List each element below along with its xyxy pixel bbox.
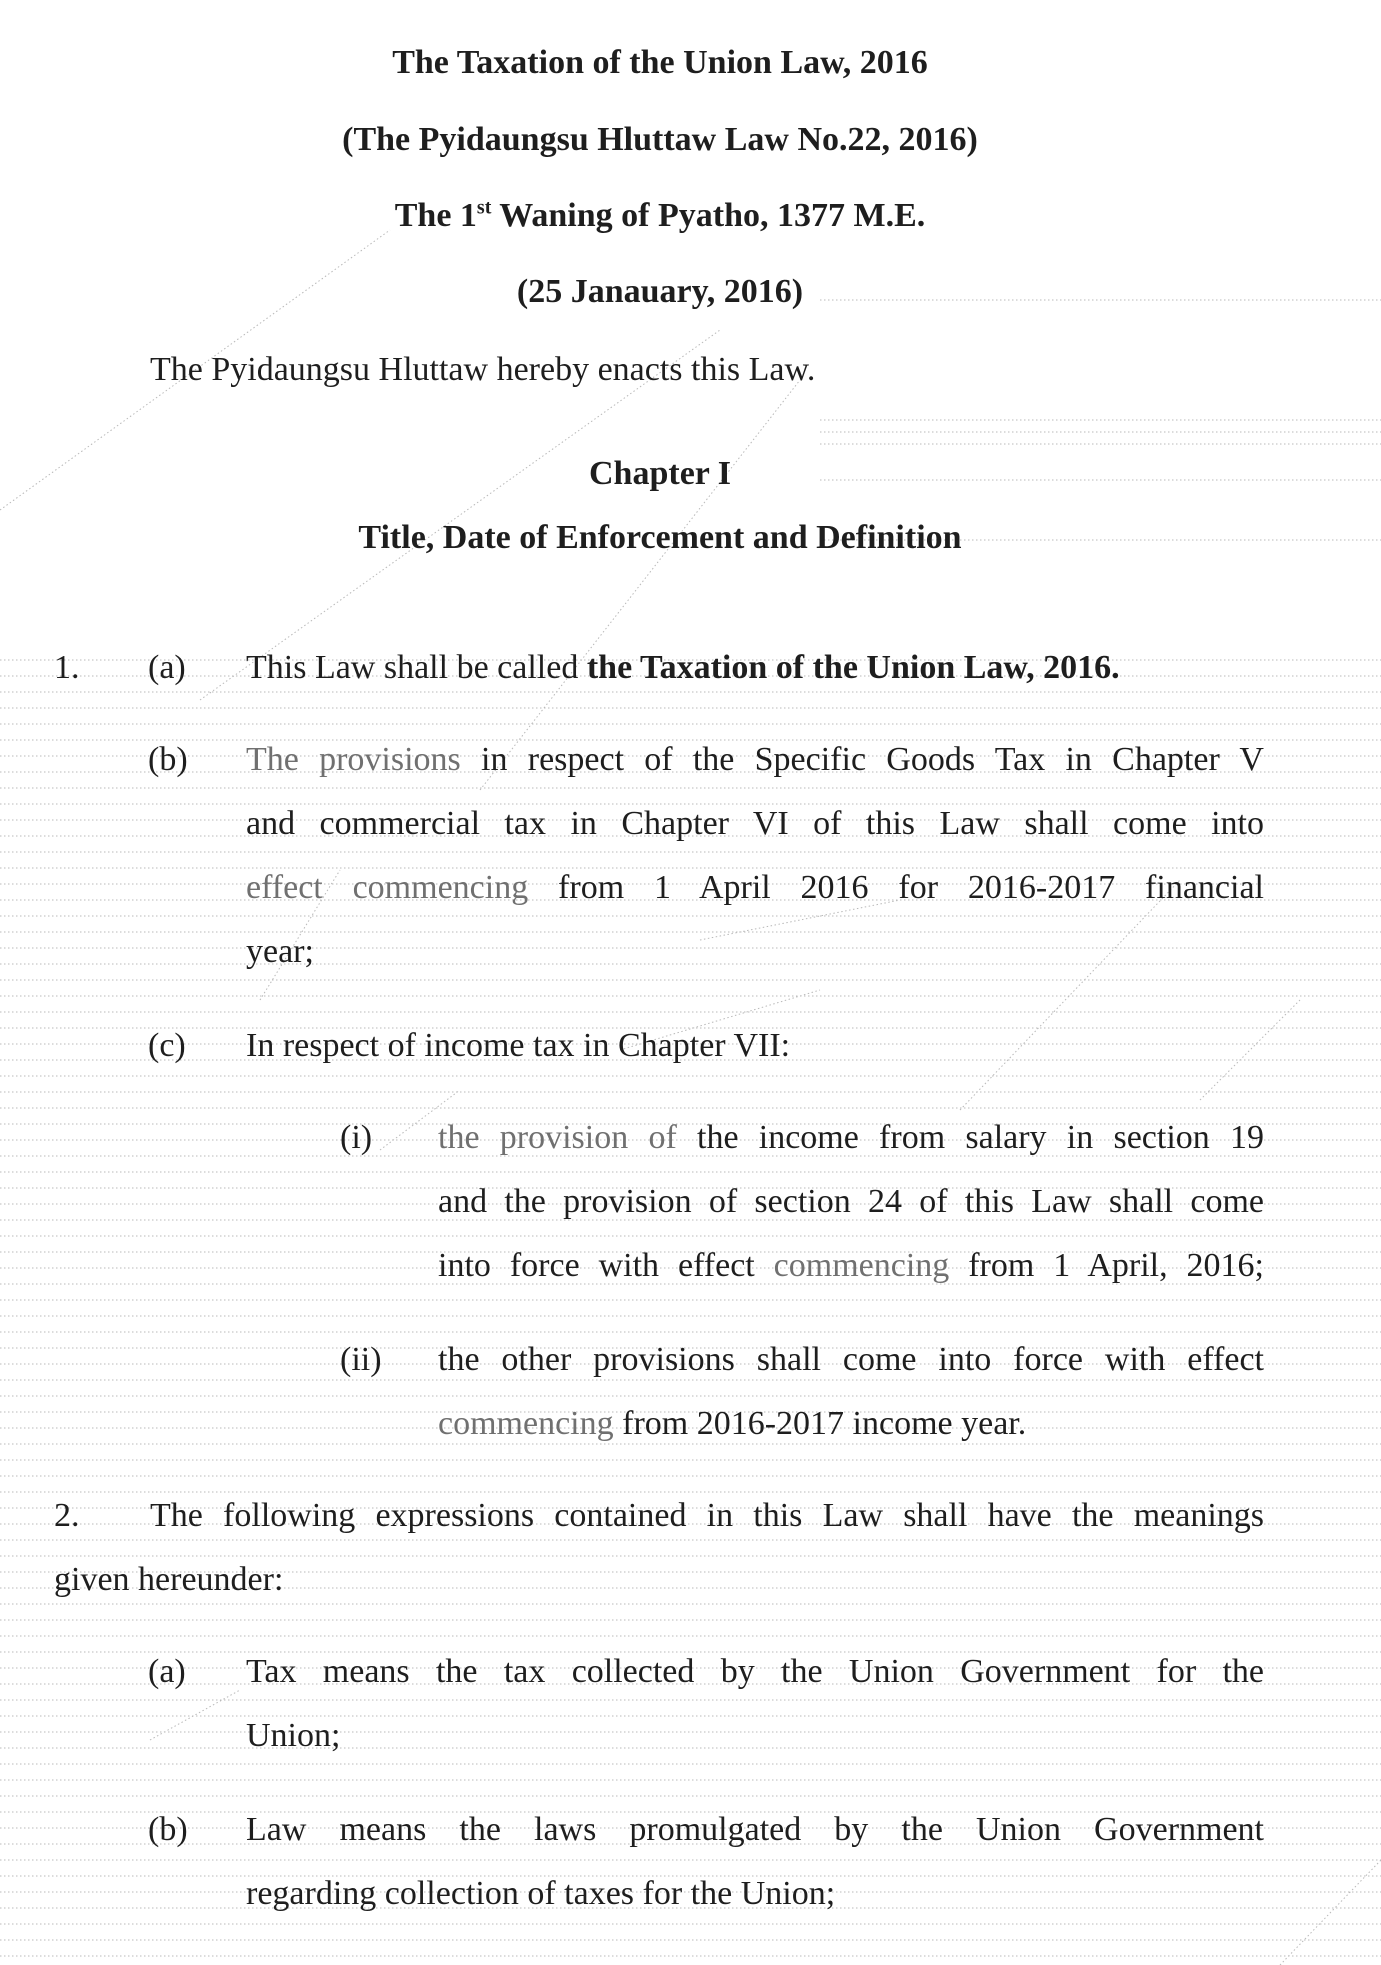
- section-1-b-line-4: year;: [246, 933, 314, 970]
- section-1-a-text-regular: This Law shall be called: [246, 649, 587, 686]
- date-prefix: The 1: [394, 197, 477, 234]
- section-2-b-line-2: regarding collection of taxes for the Union;: [246, 1875, 836, 1912]
- section-1-c-text: In respect of income tax in Chapter VII:: [246, 1027, 791, 1064]
- date-ordinal-suffix: st: [476, 196, 492, 219]
- section-1-c-i-line-1-text: the income from salary in section 19: [676, 1119, 1264, 1156]
- section-1-a-text: [246, 648, 1120, 688]
- section-1-b-line-3-faded: effect commencing: [246, 869, 529, 906]
- section-1-b-label: (b): [148, 741, 188, 778]
- section-1-c-i-line-1: [438, 1118, 1264, 1158]
- section-1-a-label: (a): [148, 649, 186, 686]
- section-1-c-i-line-3-pre: into force with effect: [438, 1247, 774, 1284]
- section-2-line-2: given hereunder:: [54, 1561, 284, 1598]
- section-1-c-ii-line-1: the other provisions shall come into force with effect: [438, 1341, 1264, 1378]
- dotted-guide-line: [1280, 1860, 1381, 1965]
- section-2-number: 2.: [54, 1497, 80, 1534]
- law-title: The Taxation of the Union Law, 2016: [392, 44, 928, 81]
- section-1-c-i-line-3: [438, 1246, 1264, 1286]
- section-2-a-line-2: Union;: [246, 1717, 341, 1754]
- section-2-a-line-1: Tax means the tax collected by the Union Government for the: [246, 1653, 1264, 1690]
- enactment-date-me: [0, 196, 1320, 236]
- section-1-c-i-label: (i): [340, 1119, 373, 1156]
- section-1-c-label: (c): [148, 1027, 186, 1064]
- section-2-line-1: The following expressions contained in this Law shall have the meanings: [150, 1497, 1264, 1534]
- enactment-date-gregorian: (25 Janauary, 2016): [516, 273, 804, 310]
- section-1-number: 1.: [54, 649, 80, 686]
- section-1-c-ii-line-2: [438, 1404, 1026, 1444]
- dotted-guide-line: [480, 380, 800, 790]
- section-1-b-line-1-text: in respect of the Specific Goods Tax in Chapter V: [460, 741, 1264, 778]
- section-1-c-ii-label: (ii): [340, 1341, 382, 1378]
- section-1-b-line-3: [246, 868, 1264, 908]
- section-1-c-i-line-3-faded: commencing: [773, 1247, 950, 1284]
- section-1-b-line-3-text: from 1 April 2016 for 2016-2017 financial: [528, 869, 1264, 906]
- dotted-guide-line: [1200, 1000, 1300, 1100]
- chapter-number: Chapter I: [589, 455, 731, 492]
- section-1-c-i-line-3-post: from 1 April, 2016;: [949, 1247, 1264, 1284]
- section-1-b-line-1: [246, 740, 1264, 780]
- section-1-b-line-1-faded: The provisions: [246, 741, 461, 778]
- dotted-guide-line: [150, 1690, 240, 1740]
- chapter-title: Title, Date of Enforcement and Definition: [358, 519, 962, 556]
- section-2-a-label: (a): [148, 1653, 186, 1690]
- section-2-b-line-1: Law means the laws promulgated by the Union Government: [246, 1811, 1264, 1848]
- section-1-b-line-2: and commercial tax in Chapter VI of this Law shall come into: [246, 805, 1264, 842]
- enactment-statement: The Pyidaungsu Hluttaw hereby enacts this Law.: [150, 351, 816, 388]
- section-1-c-i-line-2: and the provision of section 24 of this Law shall come: [438, 1183, 1264, 1220]
- section-1-c-i-line-1-faded: the provision of: [438, 1119, 677, 1156]
- section-1-c-ii-line-2-faded: commencing: [438, 1405, 614, 1442]
- section-2-b-label: (b): [148, 1811, 188, 1848]
- date-suffix: Waning of Pyatho, 1377 M.E.: [491, 197, 926, 234]
- section-1-a-law-name: the Taxation of the Union Law, 2016.: [586, 649, 1120, 686]
- law-number: (The Pyidaungsu Hluttaw Law No.22, 2016): [342, 121, 978, 158]
- section-1-c-ii-line-2-text: from 2016-2017 income year.: [613, 1405, 1027, 1442]
